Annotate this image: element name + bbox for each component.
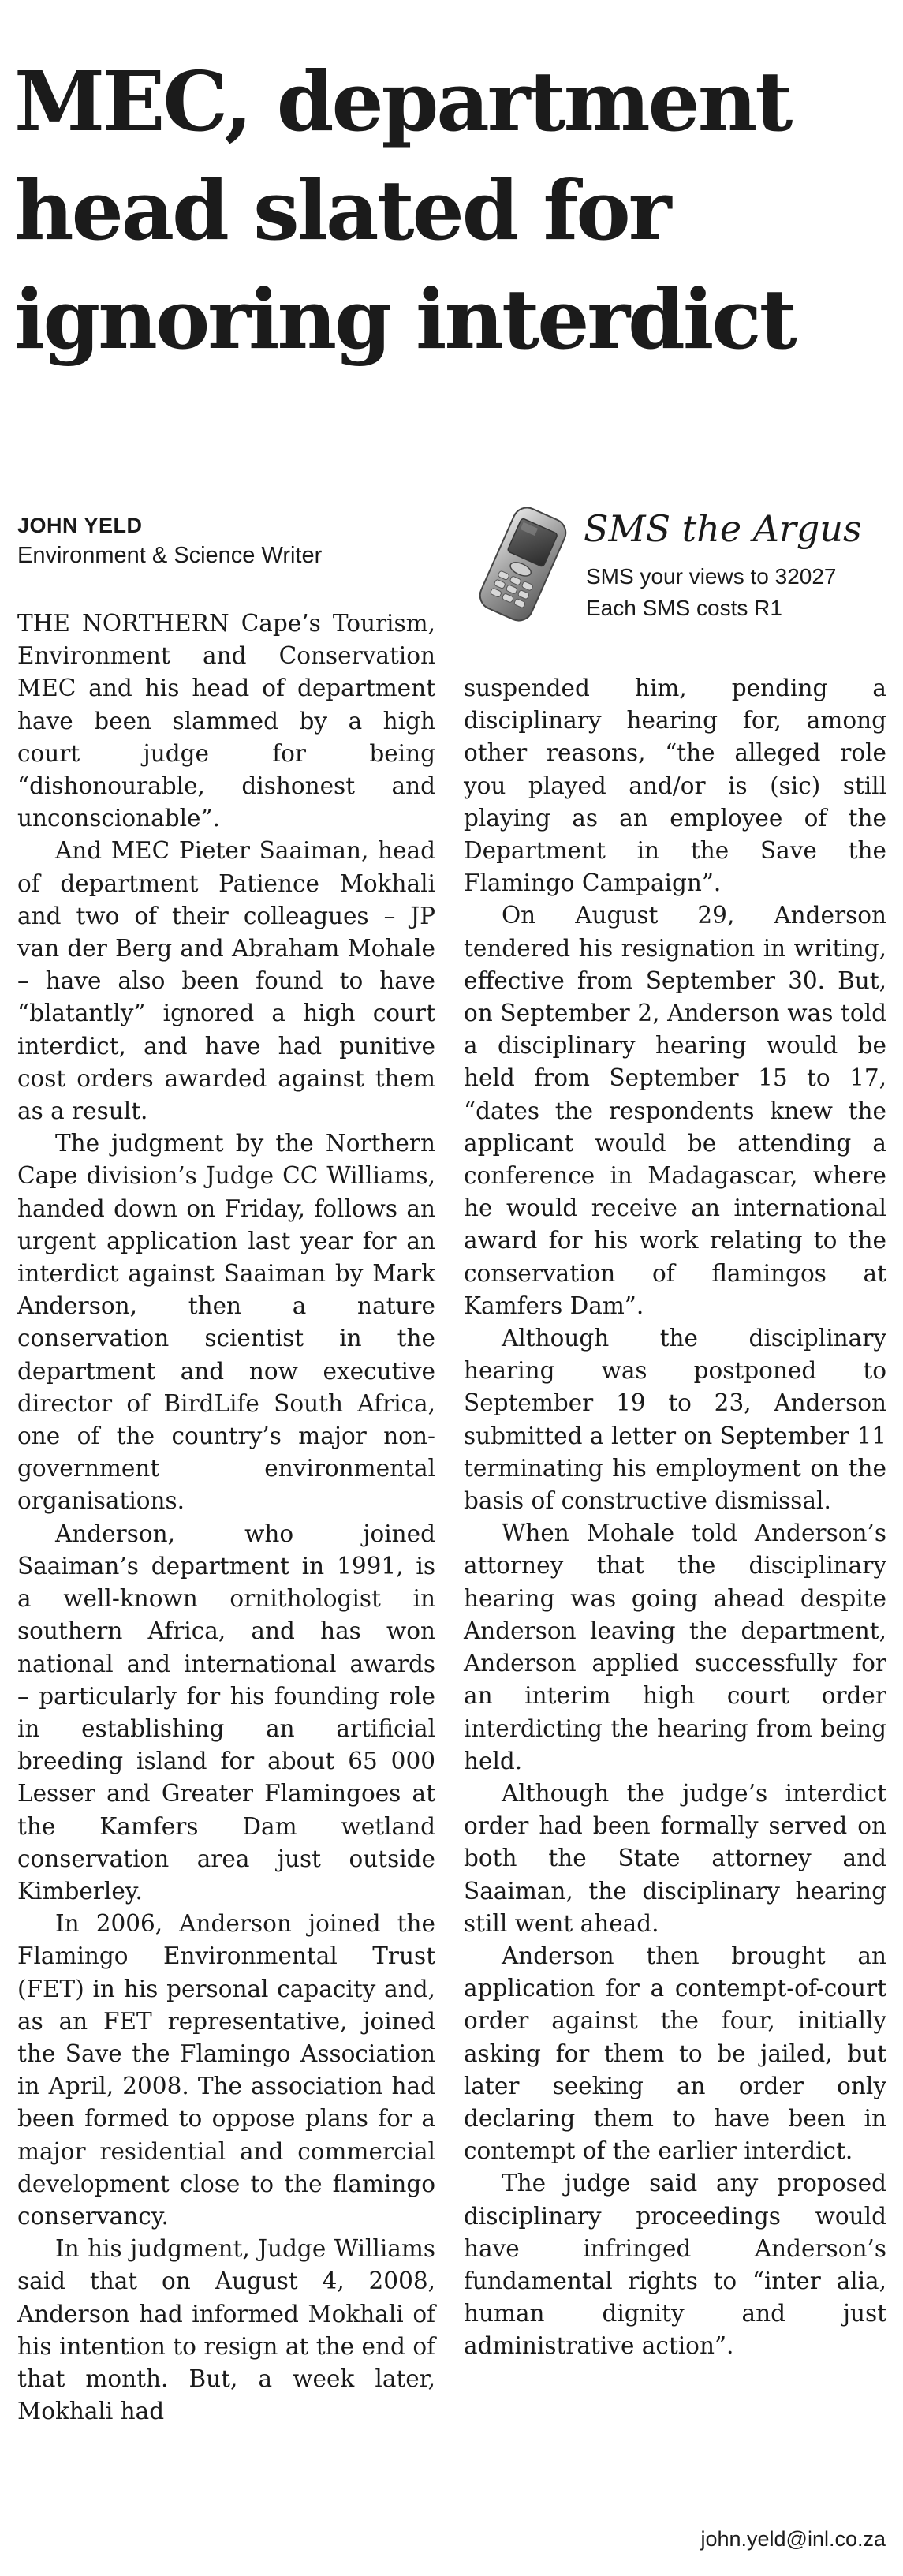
author-email[interactable]: john.yeld@inl.co.za bbox=[700, 2527, 886, 2551]
article-paragraph: THE NORTHERN Cape’s Tourism, Environment and Conservation MEC and his head of department have been slammed by a high court judge for being “dishonourable, dishonest and unconscionable”. bbox=[17, 610, 435, 832]
author-name: JOHN YELD bbox=[17, 514, 143, 537]
sms-instruction: SMS your views to 32027 bbox=[586, 564, 837, 589]
sms-promo-box bbox=[464, 505, 890, 639]
mobile-phone-icon bbox=[464, 505, 582, 623]
author-role: Environment & Science Writer bbox=[17, 543, 323, 568]
article-paragraph: Anderson then brought an application for a contempt-of-court order against the four, initially asking for them to be jailed, but later seeking an order only declaring them to have been in contempt of the earlier interdict. bbox=[464, 1942, 886, 2165]
article-paragraph: In his judgment, Judge Williams said that on August 4, 2008, Anderson had informed Mokhali of his intention to resign at the end of that month. But, a week later, Mokhali had bbox=[17, 2235, 435, 2425]
article-column-left bbox=[17, 608, 435, 2428]
article-paragraph: Although the disciplinary hearing was postponed to September 19 to 23, Anderson submitted a letter on September 11 terminating his employment on the basis of constructive dismissal. bbox=[464, 1325, 886, 1515]
article-paragraph: In 2006, Anderson joined the Flamingo Environmental Trust (FET) in his personal capacity and, as an FET representative, joined the Save the Flamingo Association in April, 2008. The association had been formed to oppose plans for a major residential and commercial development close to the flamingo conservancy. bbox=[17, 1910, 435, 2230]
article-column-right bbox=[464, 672, 886, 2363]
article-paragraph: On August 29, Anderson tendered his resignation in writing, effective from September 30. But, on September 2, Anderson was told a disciplinary hearing would be held from September 15 to 17, “dates the respondents knew the applicant would be attending a conference in Madagascar, where he would receive an international award for his work relating to the conservation of flamingos at Kamfers Dam”. bbox=[464, 902, 886, 1319]
headline: MEC, department head slated for ignoring interdict bbox=[14, 53, 795, 368]
article-paragraph: The judgment by the Northern Cape division’s Judge CC Williams, handed down on Friday, follows an urgent application last year for an interdict against Saaiman by Mark Anderson, then a nature conservation scientist in the department and now executive director of BirdLife South Africa, one of the country’s major non-government environmental organisations. bbox=[17, 1130, 435, 1515]
byline bbox=[17, 511, 427, 571]
sms-cost: Each SMS costs R1 bbox=[586, 596, 782, 620]
article-paragraph: The judge said any proposed disciplinary proceedings would have infringed Anderson’s fundamental rights to “inter alia, human dignity and just administrative action”. bbox=[464, 2170, 886, 2360]
article-paragraph: When Mohale told Anderson’s attorney that the disciplinary hearing was going ahead despite Anderson leaving the department, Anderson applied successfully for an interim high court order interdicting the hearing from being held. bbox=[464, 1520, 886, 1774]
article-paragraph: Anderson, who joined Saaiman’s department in 1991, is a well-known ornithologist in southern Africa, and has won national and international awards – particularly for his founding role in establishing an artificial breeding island for about 65 000 Lesser and Greater Flamingoes at the Kamfers Dam wetland conservation area just outside Kimberley. bbox=[17, 1520, 435, 1905]
article-paragraph: Although the judge’s interdict order had been formally served on both the State attorney and Saaiman, the disciplinary hearing still went ahead. bbox=[464, 1779, 886, 1937]
article-paragraph: And MEC Pieter Saaiman, head of department Patience Mokhali and two of their colleagues – JP van der Berg and Abraham Mohale – have also been found to have “blatantly” ignored a high court interdict, and have had punitive cost orders awarded against them as a result. bbox=[17, 837, 435, 1125]
article-paragraph: suspended him, pending a disciplinary hearing for, among other reasons, “the alleged role you played and/or is (sic) still playing as an employee of the Department in the Save the Flamingo Campaign”. bbox=[464, 675, 886, 897]
sms-title: SMS the Argus bbox=[584, 507, 862, 550]
